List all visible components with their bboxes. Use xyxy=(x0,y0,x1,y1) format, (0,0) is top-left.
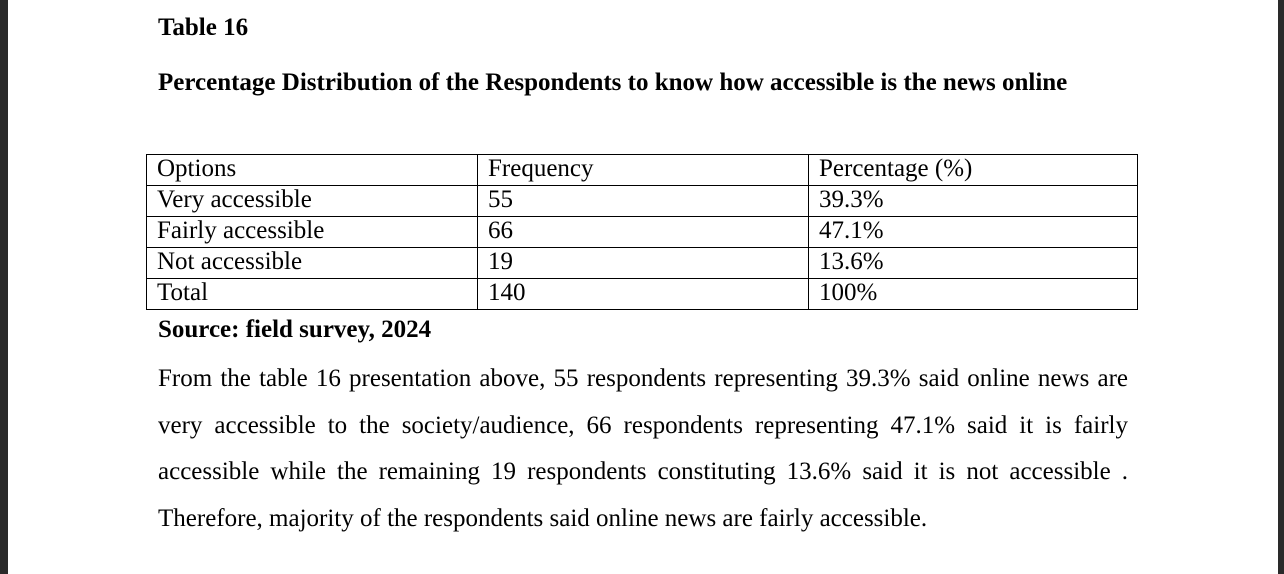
header-cell: Percentage (%) xyxy=(809,155,1138,186)
table-row xyxy=(147,248,1138,279)
table-header-row xyxy=(147,155,1138,186)
table-cell: Not accessible xyxy=(147,248,478,279)
table-cell: Very accessible xyxy=(147,186,478,217)
table-cell: 100% xyxy=(809,279,1138,310)
table-row xyxy=(147,186,1138,217)
table-row xyxy=(147,217,1138,248)
table-caption: Percentage Distribution of the Respondents to know how accessible is the news online xyxy=(158,69,1068,96)
table-cell: 19 xyxy=(478,248,809,279)
table-cell: 55 xyxy=(478,186,809,217)
header-cell: Options xyxy=(147,155,478,186)
table-number: Table 16 xyxy=(158,14,249,41)
data-table xyxy=(146,154,1138,310)
table-cell: 66 xyxy=(478,217,809,248)
table-total-row xyxy=(147,279,1138,310)
body-paragraph: From the table 16 presentation above, 55 respondents representing 39.3% said online news are very accessible to the society/audience, 66 respondents representing 47.1% said it is fairly accessible while the remaining 19 respondents constituting 13.6% said it is not accessible . Therefore, majority of the respondents said online news are fairly accessible. xyxy=(158,365,1128,532)
table-cell: 47.1% xyxy=(809,217,1138,248)
table-cell: Total xyxy=(147,279,478,310)
table-cell: 13.6% xyxy=(809,248,1138,279)
header-cell: Frequency xyxy=(478,155,809,186)
table-cell: Fairly accessible xyxy=(147,217,478,248)
document-page xyxy=(8,0,1278,574)
table-cell: 39.3% xyxy=(809,186,1138,217)
table-cell: 140 xyxy=(478,279,809,310)
table-source: Source: field survey, 2024 xyxy=(158,316,432,343)
